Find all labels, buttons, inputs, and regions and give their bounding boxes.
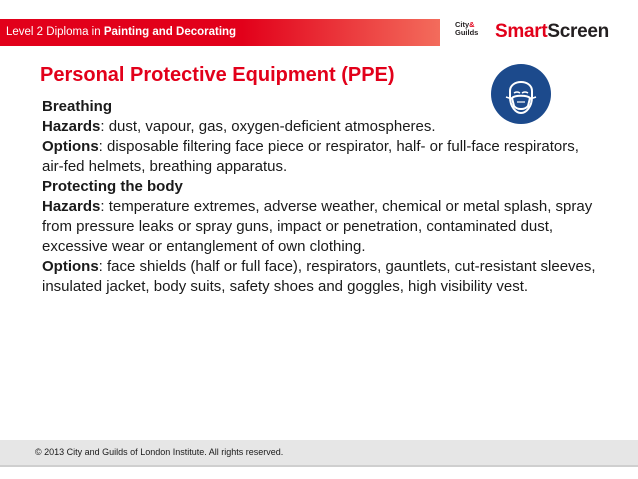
course-title: Level 2 Diploma in Painting and Decorating [6,26,237,38]
footer-divider [0,465,638,467]
city-guilds-smartscreen-logo [455,20,631,46]
breathing-hazards: Hazards: dust, vapour, gas, oxygen-deficient atmospheres. [42,118,436,135]
section-heading-body: Protecting the body [42,178,183,195]
slide-body [42,97,602,297]
smartscreen-wordmark: SmartScreen [495,21,609,42]
copyright-notice: © 2013 City and Guilds of London Institute. All rights reserved. [35,447,284,457]
slide-title: Personal Protective Equipment (PPE) [40,64,395,86]
breathing-options: Options: disposable filtering face piece or respirator, half- or full-face respirators, air-fed helmets, breathing apparatus. [42,138,579,175]
body-options: Options: face shields (half or full face), respirators, gauntlets, cut-resistant sleeves, insulated jacket, body suits, safety shoes and goggles, high visibility vest. [42,258,596,295]
course-name: Painting and Decorating [103,26,237,38]
slide-footer [0,440,638,465]
section-heading-breathing: Breathing [42,98,113,115]
body-hazards: Hazards: temperature extremes, adverse weather, chemical or metal splash, spray from pressure leaks or spray guns, impact or penetration, contaminated dust, excessive wear or entanglement of own clothing. [42,198,593,255]
slide-header [0,0,638,54]
city-guilds-logo: City& Guilds [455,20,479,37]
course-banner [0,19,440,46]
